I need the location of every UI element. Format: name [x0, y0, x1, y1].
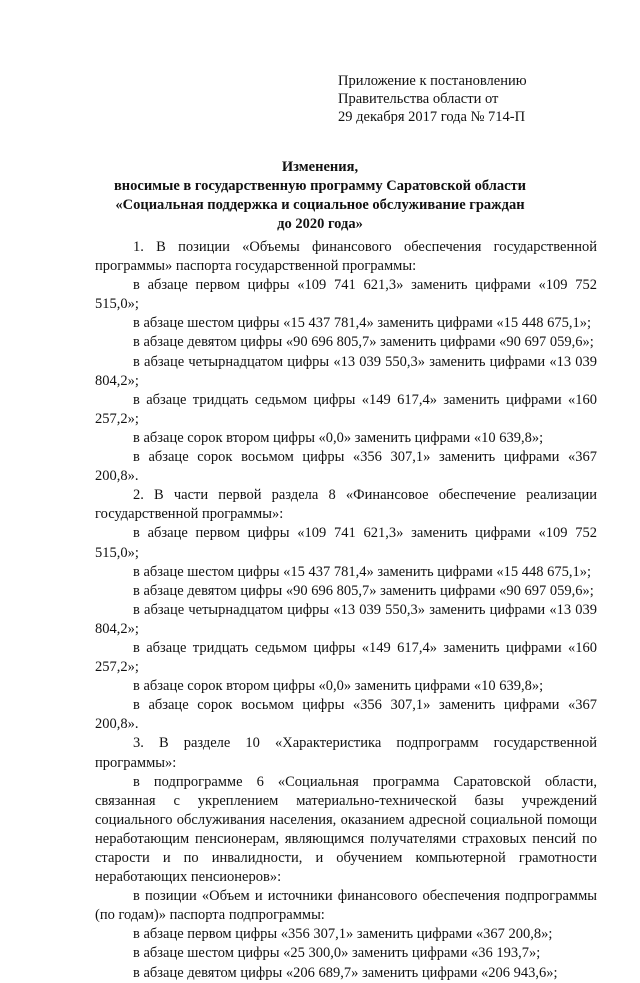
paragraph: в абзаце девятом цифры «206 689,7» заменить цифрами «206 943,6»;	[133, 964, 558, 981]
paragraph: в абзаце шестом цифры «25 300,0» заменить цифрами «36 193,7»;	[133, 945, 541, 962]
header-line-3: 29 декабря 2017 года № 714-П	[338, 109, 526, 125]
paragraph: в абзаце сорок втором цифры «0,0» заменить цифрами «10 639,8»;	[133, 678, 544, 695]
title-line-1: Изменения,	[281, 159, 359, 175]
appendix-header	[338, 72, 527, 126]
paragraph: в абзаце девятом цифры «90 696 805,7» заменить цифрами «90 697 059,6»;	[133, 334, 594, 351]
paragraph: в абзаце первом цифры «109 741 621,3» заменить цифрами «109 752 515,0»;	[95, 525, 597, 561]
paragraph: в абзаце сорок восьмом цифры «356 307,1» заменить цифрами «367 200,8».	[95, 697, 597, 733]
paragraph: в абзаце четырнадцатом цифры «13 039 550,3» заменить цифрами «13 039 804,2»;	[95, 353, 597, 389]
document-title	[0, 158, 640, 234]
paragraph: в абзаце тридцать седьмом цифры «149 617,4» заменить цифрами «160 257,2»;	[95, 639, 597, 676]
header-line-2: Правительства области от	[338, 91, 499, 107]
paragraph: в абзаце первом цифры «356 307,1» заменить цифрами «367 200,8»;	[133, 926, 553, 943]
title-line-4: до 2020 года»	[277, 216, 363, 232]
paragraph: 3. В разделе 10 «Характеристика подпрограмм государственной программы»:	[95, 735, 597, 771]
paragraph: в абзаце сорок восьмом цифры «356 307,1» заменить цифрами «367 200,8».	[95, 449, 597, 485]
document-body	[95, 238, 597, 983]
paragraph: в подпрограмме 6 «Социальная программа Саратовской области, связанная с укреплением материально-технической базы учреждений социального обслуживания населения, оказанием адресной социальной помощи неработающим пенсионерам, являющимся получателями страховых пенсий по старости и по инвалидности, и обучением компьютерной грамотности неработающих пенсионеров»:	[95, 773, 597, 886]
title-line-2: вносимые в государственную программу Саратовской области	[113, 178, 527, 194]
header-line-1: Приложение к постановлению	[338, 73, 527, 89]
paragraph: 2. В части первой раздела 8 «Финансовое обеспечение реализации государственной программы»:	[95, 487, 597, 523]
paragraph: в абзаце девятом цифры «90 696 805,7» заменить цифрами «90 697 059,6»;	[133, 582, 594, 599]
paragraph: в позиции «Объем и источники финансового обеспечения подпрограммы (по годам)» паспорта подпрограммы:	[95, 888, 597, 924]
paragraph: в абзаце шестом цифры «15 437 781,4» заменить цифрами «15 448 675,1»;	[133, 563, 592, 580]
paragraph: в абзаце первом цифры «109 741 621,3» заменить цифрами «109 752 515,0»;	[95, 277, 597, 313]
paragraph: 1. В позиции «Объемы финансового обеспечения государственной программы» паспорта государственной программы:	[95, 239, 597, 275]
paragraph: в абзаце четырнадцатом цифры «13 039 550,3» заменить цифрами «13 039 804,2»;	[95, 601, 597, 637]
paragraph: в абзаце тридцать седьмом цифры «149 617,4» заменить цифрами «160 257,2»;	[95, 391, 597, 427]
paragraph: в абзаце сорок втором цифры «0,0» заменить цифрами «10 639,8»;	[133, 429, 544, 446]
title-line-3: «Социальная поддержка и социальное обслуживание граждан	[115, 197, 525, 213]
paragraph: в абзаце шестом цифры «15 437 781,4» заменить цифрами «15 448 675,1»;	[133, 315, 592, 332]
